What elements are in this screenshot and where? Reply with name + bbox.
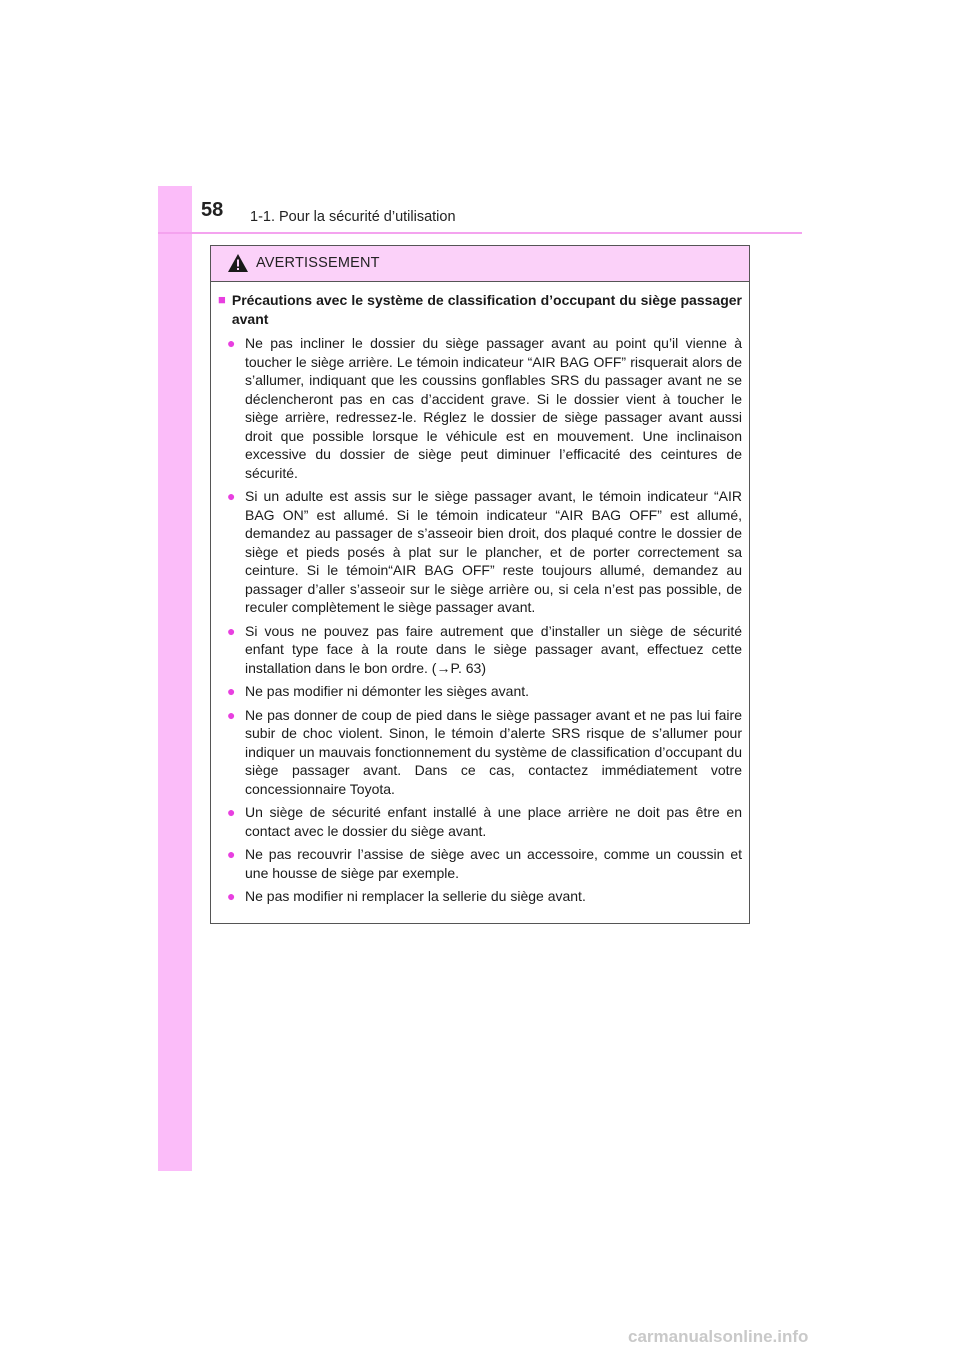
list-item bbox=[218, 334, 742, 482]
square-bullet-icon: ■ bbox=[218, 292, 226, 307]
list-item bbox=[218, 803, 742, 840]
bullet-dot-icon: ● bbox=[227, 706, 236, 723]
bullet-dot-icon: ● bbox=[227, 846, 236, 862]
section-title: 1-1. Pour la sécurité d’utilisation bbox=[250, 209, 456, 225]
list-item bbox=[218, 682, 742, 701]
watermark: carmanualsonline.info bbox=[628, 1327, 809, 1346]
list-item bbox=[218, 887, 742, 906]
bullet-dot-icon: ● bbox=[227, 683, 236, 699]
warning-topic bbox=[218, 291, 742, 328]
list-item bbox=[218, 706, 742, 799]
list-item bbox=[218, 487, 742, 617]
bullet-dot-icon: ● bbox=[227, 622, 236, 639]
list-item-text: Si un adulte est assis sur le siège passager avant, le témoin indicateur “AIR BAG ON” est allumé. Si le témoin indicateur “AIR BAG OFF” est allumé, demandez au passager de s’asseoir bien droit, dos plaqué contre le dossier de siège et pieds posés à plat sur le plancher, et de porter correctement sa ceinture. Si le témoin“AIR BAG OFF” reste toujours allumé, demandez au passager d’aller s’asseoir sur le siège arrière ou, si cela n’est pas possible, de reculer complètement le siège passager avant. bbox=[245, 488, 742, 615]
list-item-text: Ne pas modifier ni démonter les sièges avant. bbox=[245, 683, 530, 699]
bullet-dot-icon: ● bbox=[227, 888, 236, 904]
list-item-text: Ne pas recouvrir l’assise de siège avec un accessoire, comme un coussin et une housse de siège par exemple. bbox=[245, 846, 742, 881]
page-number: 58 bbox=[201, 199, 224, 221]
warning-list bbox=[218, 334, 742, 906]
bullet-dot-icon: ● bbox=[227, 488, 236, 504]
list-item bbox=[218, 845, 742, 882]
warning-box bbox=[210, 245, 750, 924]
warning-triangle-icon bbox=[227, 253, 249, 278]
list-item-text: Ne pas modifier ni remplacer la sellerie du siège avant. bbox=[245, 888, 586, 904]
list-item bbox=[218, 622, 742, 678]
list-item-text: Si vous ne pouvez pas faire autrement que d’installer un siège de sécurité enfant type face à la route dans le siège passager avant, effectuez cette installation dans le bon ordre. (→P. 63) bbox=[245, 622, 742, 676]
list-item-text: Un siège de sécurité enfant installé à une place arrière ne doit pas être en contact avec le dossier du siège avant. bbox=[245, 804, 742, 839]
bullet-dot-icon: ● bbox=[227, 335, 236, 351]
warning-header bbox=[211, 246, 749, 282]
list-item-text: Ne pas incliner le dossier du siège passager avant au point qu’il vienne à toucher le siège arrière. Le témoin indicateur “AIR BAG OFF” risquerait alors de s’allumer, indiquant que les coussins gonflables SRS du passager avant ne se déclencheront pas en cas d’accident grave. Si le dossier vient à toucher le siège arrière, redressez-le. Réglez le dossier de siège passager avant aussi droit que possible lorsque le véhicule est en mouvement. Une inclinaison excessive du dossier de siège peut diminuer l’efficacité des ceintures de sécurité. bbox=[245, 335, 742, 481]
list-item-text: Ne pas donner de coup de pied dans le siège passager avant et ne pas lui faire subir de choc violent. Sinon, le témoin d’alerte SRS risque de s’allumer pour indiquer un mauvais fonctionnement du système de classification d’occupant du siège passager avant. Dans ce cas, contactez immédiatement votre concessionnaire Toyota. bbox=[245, 706, 742, 797]
warning-title: AVERTISSEMENT bbox=[256, 255, 380, 271]
side-tab-band bbox=[158, 186, 192, 1171]
header-divider bbox=[158, 232, 802, 234]
warning-topic-text: Précautions avec le système de classification d’occupant du siège passager avant bbox=[231, 292, 742, 327]
bullet-dot-icon: ● bbox=[227, 804, 236, 820]
warning-body bbox=[211, 282, 749, 923]
